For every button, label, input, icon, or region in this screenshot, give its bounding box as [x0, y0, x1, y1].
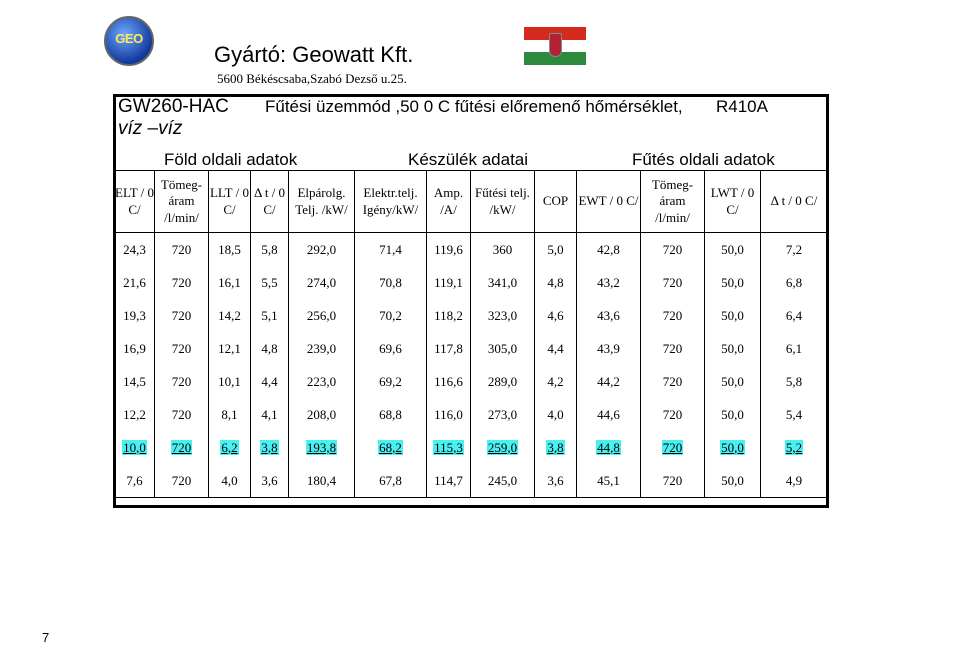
cell-value: 10,0 — [123, 439, 146, 455]
table-cell — [355, 233, 427, 267]
table-cell — [471, 266, 535, 299]
model-title: GW260-HAC — [118, 96, 229, 117]
column-header: ELT / 0 C/ — [115, 171, 155, 233]
table-cell — [471, 365, 535, 398]
cell-value: 3,8 — [547, 439, 564, 455]
cell-value: 50,0 — [721, 406, 744, 422]
table-cell — [761, 299, 828, 332]
cell-value: 6,8 — [785, 274, 803, 290]
cell-value: 116,0 — [434, 406, 463, 422]
cell-value: 274,0 — [306, 274, 337, 290]
cell-value: 16,1 — [218, 274, 241, 290]
column-header: Elektr.telj. Igény/kW/ — [355, 171, 427, 233]
table-cell — [289, 431, 355, 464]
cell-value: 323,0 — [487, 307, 518, 323]
table-cell — [427, 299, 471, 332]
table-cell — [251, 398, 289, 431]
column-header: EWT / 0 C/ — [577, 171, 641, 233]
table-cell — [155, 365, 209, 398]
cell-value: 3,6 — [261, 472, 278, 488]
cell-value: 10,1 — [218, 373, 241, 389]
table-row — [115, 299, 828, 332]
table-cell — [155, 266, 209, 299]
table-cell — [641, 365, 705, 398]
table-cell — [577, 365, 641, 398]
table-row — [115, 464, 828, 498]
table-cell — [641, 299, 705, 332]
table-row — [115, 332, 828, 365]
table-cell — [705, 332, 761, 365]
cell-value: 720 — [662, 373, 683, 389]
cell-value: 360 — [492, 241, 513, 257]
cell-value: 45,1 — [597, 472, 620, 488]
cell-value: 50,0 — [721, 373, 744, 389]
cell-value: 118,2 — [434, 307, 463, 323]
cell-value: 8,1 — [221, 406, 238, 422]
table-cell — [115, 332, 155, 365]
table-cell — [209, 332, 251, 365]
table-cell — [289, 233, 355, 267]
table-cell — [705, 299, 761, 332]
cell-value: 720 — [171, 373, 192, 389]
table-cell — [427, 266, 471, 299]
table-cell — [115, 266, 155, 299]
table-cell — [115, 464, 155, 498]
cell-value: 6,2 — [221, 439, 238, 455]
column-header: Tömeg-áram /l/min/ — [155, 171, 209, 233]
cell-value: 119,6 — [434, 241, 463, 257]
cell-value: 5,4 — [785, 406, 803, 422]
table-cell — [155, 233, 209, 267]
table-cell — [471, 299, 535, 332]
table-cell — [761, 398, 828, 431]
column-header: COP — [535, 171, 577, 233]
cell-value: 7,6 — [126, 472, 143, 488]
table-cell — [761, 464, 828, 498]
table-cell — [705, 233, 761, 267]
column-header: LWT / 0 C/ — [705, 171, 761, 233]
cell-value: 70,8 — [379, 274, 402, 290]
table-cell — [289, 365, 355, 398]
cell-value: 720 — [662, 307, 683, 323]
table-cell — [577, 299, 641, 332]
table-cell — [209, 398, 251, 431]
cell-value: 259,0 — [487, 439, 518, 455]
cell-value: 50,0 — [721, 472, 744, 488]
cell-value: 42,8 — [597, 241, 620, 257]
table-cell — [761, 431, 828, 464]
table-cell — [577, 266, 641, 299]
cell-value: 4,0 — [221, 472, 238, 488]
table-cell — [155, 431, 209, 464]
cell-value: 14,2 — [218, 307, 241, 323]
cell-value: 24,3 — [123, 241, 146, 257]
cell-value: 71,4 — [379, 241, 402, 257]
cell-value: 18,5 — [218, 241, 241, 257]
cell-value: 119,1 — [434, 274, 463, 290]
table-cell — [471, 464, 535, 498]
table-cell — [251, 431, 289, 464]
table-row — [115, 365, 828, 398]
cell-value: 43,9 — [597, 340, 620, 356]
table-cell — [355, 431, 427, 464]
cell-value: 180,4 — [306, 472, 337, 488]
table-cell — [115, 398, 155, 431]
table-cell — [577, 431, 641, 464]
cell-value: 43,2 — [597, 274, 620, 290]
table-cell — [251, 464, 289, 498]
cell-value: 305,0 — [487, 340, 518, 356]
table-cell — [251, 233, 289, 267]
cell-value: 69,2 — [379, 373, 402, 389]
cell-value: 4,1 — [261, 406, 278, 422]
table-cell — [209, 464, 251, 498]
section-ground: Föld oldali adatok — [164, 150, 298, 169]
cell-value: 720 — [171, 406, 192, 422]
cell-value: 67,8 — [379, 472, 402, 488]
cell-value: 50,0 — [721, 274, 744, 290]
cell-value: 5,1 — [261, 307, 278, 323]
table-cell — [761, 365, 828, 398]
table-cell — [289, 398, 355, 431]
cell-value: 256,0 — [306, 307, 337, 323]
cell-value: 720 — [171, 439, 192, 455]
table-cell — [355, 299, 427, 332]
cell-value: 114,7 — [434, 472, 463, 488]
cell-value: 43,6 — [597, 307, 620, 323]
cell-value: 720 — [662, 439, 683, 455]
table-row — [115, 398, 828, 431]
table-cell — [705, 365, 761, 398]
table-cell — [115, 233, 155, 267]
cell-value: 5,8 — [261, 241, 278, 257]
refrigerant: R410A — [716, 97, 768, 116]
table-cell — [251, 266, 289, 299]
table-cell — [641, 464, 705, 498]
cell-value: 720 — [171, 472, 192, 488]
table-cell — [355, 332, 427, 365]
page-number: 7 — [42, 630, 50, 645]
cell-value: 50,0 — [721, 340, 744, 356]
column-header: LLT / 0 C/ — [209, 171, 251, 233]
table-cell — [705, 398, 761, 431]
table-row — [115, 431, 828, 464]
table-cell — [427, 233, 471, 267]
table-cell — [577, 464, 641, 498]
table-cell — [155, 398, 209, 431]
table-cell — [209, 233, 251, 267]
table-cell — [471, 233, 535, 267]
table-cell — [641, 332, 705, 365]
table-cell — [355, 266, 427, 299]
table-cell — [155, 299, 209, 332]
manufacturer: Gyártó: Geowatt Kft. — [214, 42, 414, 67]
table-cell — [427, 332, 471, 365]
cell-value: 720 — [662, 472, 683, 488]
cell-value: 70,2 — [379, 307, 402, 323]
section-device: Készülék adatai — [408, 150, 529, 169]
cell-value: 50,0 — [721, 439, 744, 455]
cell-value: 720 — [171, 241, 192, 257]
table-cell — [251, 332, 289, 365]
cell-value: 19,3 — [123, 307, 146, 323]
cell-value: 4,4 — [261, 373, 278, 389]
table-cell — [641, 266, 705, 299]
cell-value: 68,2 — [379, 439, 402, 455]
table-cell — [289, 299, 355, 332]
table-cell — [471, 431, 535, 464]
cell-value: 12,1 — [218, 340, 241, 356]
cell-value: 341,0 — [487, 274, 518, 290]
cell-value: 6,1 — [785, 340, 803, 356]
table-row — [115, 233, 828, 267]
cell-value: 720 — [171, 274, 192, 290]
cell-value: 289,0 — [487, 373, 518, 389]
table-cell — [155, 464, 209, 498]
table-cell — [535, 299, 577, 332]
cell-value: 720 — [171, 307, 192, 323]
table-cell — [355, 398, 427, 431]
table-cell — [355, 365, 427, 398]
cell-value: 720 — [662, 406, 683, 422]
table-cell — [355, 464, 427, 498]
cell-value: 69,6 — [379, 340, 402, 356]
column-header: Amp. /A/ — [427, 171, 471, 233]
cell-value: 44,6 — [597, 406, 620, 422]
cell-value: 208,0 — [306, 406, 337, 422]
table-cell — [761, 332, 828, 365]
column-header: Δ t / 0 C/ — [761, 171, 828, 233]
cell-value: 720 — [171, 340, 192, 356]
cell-value: 117,8 — [434, 340, 463, 356]
table-cell — [115, 431, 155, 464]
table-cell — [705, 431, 761, 464]
table-cell — [427, 431, 471, 464]
table-cell — [471, 398, 535, 431]
table-cell — [535, 332, 577, 365]
cell-value: 3,6 — [547, 472, 564, 488]
hungarian-flag-icon — [524, 27, 586, 65]
table-cell — [209, 266, 251, 299]
cell-value: 16,9 — [123, 340, 146, 356]
column-header: Elpárolg. Telj. /kW/ — [289, 171, 355, 233]
table-cell — [705, 464, 761, 498]
table-cell — [251, 299, 289, 332]
table-cell — [427, 464, 471, 498]
cell-value: 4,8 — [547, 274, 564, 290]
table-row — [115, 266, 828, 299]
column-header: Fűtési telj. /kW/ — [471, 171, 535, 233]
cell-value: 193,8 — [306, 439, 337, 455]
cell-value: 4,2 — [547, 373, 564, 389]
cell-value: 720 — [662, 241, 683, 257]
table-cell — [535, 233, 577, 267]
cell-value: 21,6 — [123, 274, 146, 290]
cell-value: 245,0 — [487, 472, 518, 488]
table-body — [115, 233, 828, 498]
section-heating: Fűtés oldali adatok — [632, 150, 775, 169]
cell-value: 5,5 — [261, 274, 278, 290]
table-cell — [641, 233, 705, 267]
cell-value: 273,0 — [487, 406, 518, 422]
logo-text: GEO — [115, 31, 143, 46]
table-cell — [535, 431, 577, 464]
table-cell — [155, 332, 209, 365]
table-cell — [535, 365, 577, 398]
cell-value: 7,2 — [785, 241, 803, 257]
table-cell — [641, 431, 705, 464]
cell-value: 50,0 — [721, 307, 744, 323]
cell-value: 4,8 — [261, 340, 278, 356]
cell-value: 44,8 — [597, 439, 620, 455]
cell-value: 115,3 — [434, 439, 463, 455]
cell-value: 68,8 — [379, 406, 402, 422]
cell-value: 44,2 — [597, 373, 620, 389]
address: 5600 Békéscsaba,Szabó Dezső u.25. — [217, 71, 407, 86]
cell-value: 3,8 — [261, 439, 278, 455]
cell-value: 12,2 — [123, 406, 146, 422]
cell-value: 6,4 — [785, 307, 803, 323]
geowatt-logo — [104, 16, 154, 66]
table-cell — [705, 266, 761, 299]
cell-value: 239,0 — [306, 340, 337, 356]
table-cell — [641, 398, 705, 431]
table-cell — [427, 398, 471, 431]
table-cell — [535, 464, 577, 498]
cell-value: 5,8 — [785, 373, 803, 389]
table-cell — [209, 431, 251, 464]
cell-value: 720 — [662, 340, 683, 356]
cell-value: 50,0 — [721, 241, 744, 257]
table-cell — [761, 266, 828, 299]
cell-value: 14,5 — [123, 373, 146, 389]
table-cell — [289, 464, 355, 498]
table-cell — [115, 365, 155, 398]
cell-value: 116,6 — [434, 373, 463, 389]
cell-value: 4,0 — [547, 406, 564, 422]
table-cell — [115, 299, 155, 332]
column-header: Δ t / 0 C/ — [251, 171, 289, 233]
table-cell — [577, 233, 641, 267]
coat-of-arms-icon — [549, 33, 562, 57]
cell-value: 292,0 — [306, 241, 337, 257]
cell-value: 223,0 — [306, 373, 337, 389]
cell-value: 5,0 — [547, 241, 564, 257]
cell-value: 4,4 — [547, 340, 564, 356]
table-cell — [471, 332, 535, 365]
table-cell — [289, 266, 355, 299]
table-cell — [577, 332, 641, 365]
table-cell — [289, 332, 355, 365]
subtitle: víz –víz — [118, 118, 183, 139]
table-cell — [535, 266, 577, 299]
table-cell — [209, 365, 251, 398]
mode-title: Fűtési üzemmód ,50 0 C fűtési előremenő hőmérséklet, — [265, 97, 683, 116]
cell-value: 5,2 — [785, 439, 803, 455]
table-cell — [427, 365, 471, 398]
table-cell — [577, 398, 641, 431]
cell-value: 4,9 — [785, 472, 803, 488]
table-cell — [209, 299, 251, 332]
table-cell — [535, 398, 577, 431]
cell-value: 4,6 — [547, 307, 564, 323]
table-header-row — [115, 171, 828, 233]
table-cell — [761, 233, 828, 267]
cell-value: 720 — [662, 274, 683, 290]
column-header: Tömeg-áram /l/min/ — [641, 171, 705, 233]
table-cell — [251, 365, 289, 398]
performance-table — [114, 170, 828, 498]
